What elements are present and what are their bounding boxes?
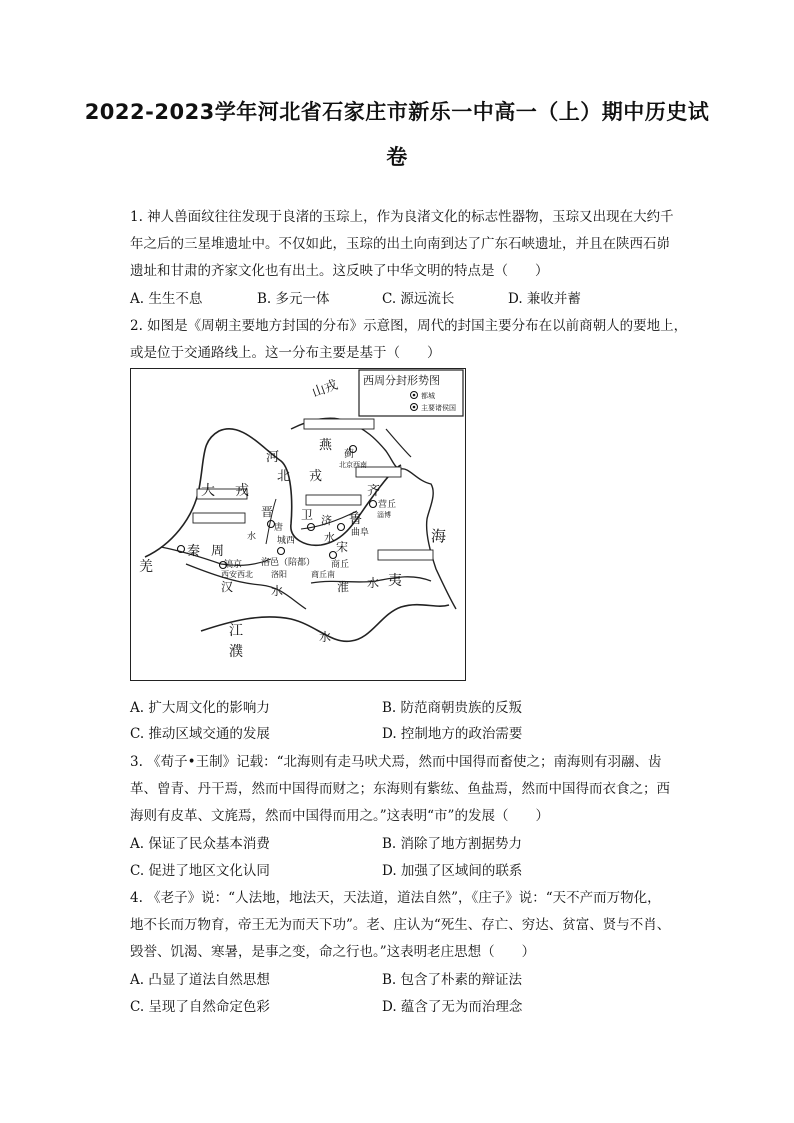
page-title: 2022-2023学年河北省石家庄市新乐一中高一（上）期中历史试 <box>84 100 710 124</box>
label-jin-city: 城西 <box>277 536 296 546</box>
label-dazhong: 大 <box>201 483 215 499</box>
label-huai-shui: 水 <box>367 576 380 590</box>
liaodong-coast <box>386 429 411 457</box>
label-wei: 卫 <box>301 508 314 522</box>
q4-option-a[interactable]: A. 凸显了道法自然思想 <box>130 972 270 988</box>
q2-stem-line-2: 或是位于交通路线上。这一分布主要是基于（ ） <box>130 345 441 361</box>
label-qiang: 羌 <box>139 559 153 575</box>
label-haojing-note: 西安西北 <box>221 570 253 579</box>
label-jiang-shui: 水 <box>319 630 332 644</box>
label-yan-note: 北京西南 <box>339 461 367 469</box>
q4-stem-line-3: 毁誉、饥渴、寒暑，是事之变，命之行也。”这表明老庄思想（ ） <box>130 944 536 960</box>
q2-option-c[interactable]: C. 推动区域交通的发展 <box>130 726 270 742</box>
q4-stem-line-2: 地不长而万物育，帝王无为而天下功”。老、庄认为“死生、存亡、穷达、贫富、贤与不肖、 <box>130 917 671 933</box>
q3-option-c[interactable]: C. 促进了地区文化认同 <box>130 863 270 879</box>
label-ji-river: 济 <box>321 514 332 527</box>
q1-stem-line-1: 1. 神人兽面纹往往发现于良渚的玉琮上，作为良渚文化的标志性器物，玉琮又出现在大约千 <box>130 209 674 225</box>
q2-option-d[interactable]: D. 控制地方的政治需要 <box>382 726 523 742</box>
q2-option-a[interactable]: A. 扩大周文化的影响力 <box>130 700 270 716</box>
q2-option-b[interactable]: B. 防范商朝贵族的反叛 <box>382 700 523 716</box>
legend-state-label: 主要诸侯国 <box>421 404 456 412</box>
label-zhou: 周 <box>211 544 225 559</box>
label-qin: 秦 <box>187 544 201 559</box>
q4-option-b[interactable]: B. 包含了朴素的辩证法 <box>382 972 523 988</box>
label-han-shui: 水 <box>271 584 284 598</box>
label-pu: 濮 <box>229 644 243 660</box>
label-yan: 燕 <box>319 438 333 453</box>
label-shangqiu-note: 商丘南 <box>311 570 335 579</box>
label-bei: 北 <box>277 469 291 484</box>
label-shangqiu: 商丘 <box>331 560 350 570</box>
label-jiang: 江 <box>229 623 243 639</box>
label-shanrong: 山戎 <box>310 377 340 401</box>
label-hai: 海 <box>431 527 447 545</box>
q2-stem-line-1: 2. 如图是《周朝主要地方封国的分布》示意图，周代的封国主要分布在以前商朝人的要地上， <box>130 318 688 334</box>
label-haojing: 镐京 <box>224 560 243 570</box>
q3-option-a[interactable]: A. 保证了民众基本消费 <box>130 836 270 852</box>
q3-option-d[interactable]: D. 加强了区域间的联系 <box>382 863 523 879</box>
q3-option-b[interactable]: B. 消除了地方割据势力 <box>382 836 523 852</box>
q1-option-b[interactable]: B. 多元一体 <box>257 291 330 307</box>
label-ji-river-shui: 水 <box>324 531 335 544</box>
q3-stem-line-3: 海则有皮革、文旄焉，然而中国得而用之。”这表明“市”的发展（ ） <box>130 808 549 824</box>
legend-title: 西周分封形势图 <box>363 374 440 387</box>
label-luoyi: 洛邑（陪都） <box>261 558 316 568</box>
label-yingqiu-note: 淄博 <box>377 511 391 519</box>
label-yi: 夷 <box>388 573 402 589</box>
q1-option-d[interactable]: D. 兼收并蓄 <box>508 291 581 307</box>
label-lu: 鲁 <box>349 512 363 527</box>
q1-option-a[interactable]: A. 生生不息 <box>130 291 203 307</box>
label-song: 宋 <box>336 540 349 554</box>
label-han: 汉 <box>221 580 234 594</box>
label-jin: 晋 <box>261 505 274 519</box>
label-rong: 戎 <box>309 469 323 484</box>
q4-option-d[interactable]: D. 蕴含了无为而治理念 <box>382 999 523 1015</box>
page-title-continued: 卷 <box>386 145 408 169</box>
label-he: 河 <box>266 450 280 465</box>
label-rong2: 戎 <box>235 483 249 499</box>
q1-option-c[interactable]: C. 源远流长 <box>382 291 455 307</box>
label-luoyang: 洛阳 <box>271 570 287 579</box>
q1-stem-line-3: 遗址和甘肃的齐家文化也有出土。这反映了中华文明的特点是（ ） <box>130 263 549 279</box>
label-tang: 唐 <box>274 523 284 533</box>
label-yingqiu: 营丘 <box>378 500 397 510</box>
q4-option-c[interactable]: C. 呈现了自然命定色彩 <box>130 999 270 1015</box>
q1-stem-line-2: 年之后的三星堆遗址中。不仅如此，玉琮的出土向南到达了广东石峡遗址，并且在陕西石峁 <box>130 236 670 252</box>
label-ji: 蓟 <box>344 449 354 460</box>
label-qi: 齐 <box>367 484 381 499</box>
q4-stem-line-1: 4. 《老子》说：“人法地，地法天，天法道，道法自然”，《庄子》说：“天不产而万物化， <box>130 890 661 906</box>
label-qufu: 曲阜 <box>351 528 370 538</box>
q3-stem-line-2: 革、曾青、丹干焉，然而中国得而财之；东海则有紫纮、鱼盐焉，然而中国得而衣食之；西 <box>130 781 670 797</box>
q3-stem-line-1: 3. 《荀子•王制》记载：“北海则有走马吠犬焉，然而中国得而畜使之；南海则有羽翮、齿 <box>130 754 662 770</box>
label-jin-river: 水 <box>247 532 257 542</box>
label-huai: 淮 <box>337 580 350 594</box>
legend-capital-label: 都城 <box>421 392 435 400</box>
annotation-boxes <box>193 419 433 560</box>
western-zhou-map <box>130 368 466 681</box>
